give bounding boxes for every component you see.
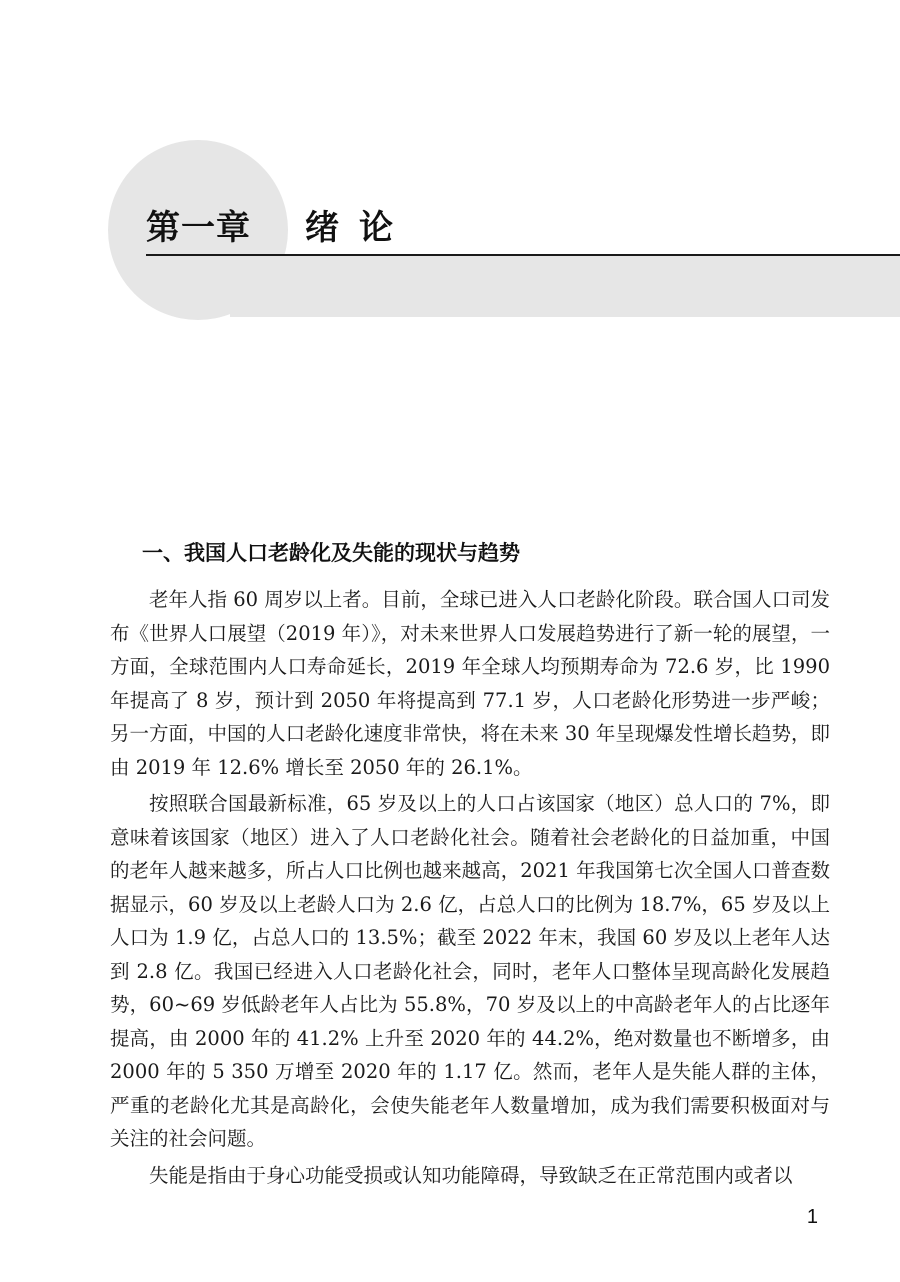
section-heading: 一、我国人口老龄化及失能的现状与趋势 [142, 541, 520, 565]
paragraph-2: 按照联合国最新标准，65 岁及以上的人口占该国家（地区）总人口的 7%，即意味着该国家（地区）进入了人口老龄化社会。随着社会老龄化的日益加重，中国的老年人越来越多，所占人口比例也越来越高，2021 年我国第七次全国人口普查数据显示，60 岁及以上老龄人口为 2.6 亿，占总人口的比例为 18.7%，65 岁及以上人口为 1.9 亿，占总人口的 13.5%；截至 2022 年末，我国 60 岁及以上老年人达到 2.8 亿。我国已经进入人口老龄化社会，同时，老年人口整体呈现高龄化发展趋势，60~69 岁低龄老年人占比为 55.8%，70 岁及以上的中高龄老年人的占比逐年提高，由 2000 年的 41.2% 上升至 2020 年的 44.2%，绝对数量也不断增多，由 2000 年的 5 350 万增至 2020 年的 1.17 亿。然而，老年人是失能人群的主体，严重的老龄化尤其是高龄化，会使失能老年人数量增加，成为我们需要积极面对与关注的社会问题。 [110, 792, 830, 1150]
page-number: 1 [806, 1206, 818, 1228]
chapter-number: 第一章 [146, 208, 251, 248]
chapter-header [0, 0, 900, 330]
header-rule [146, 254, 900, 256]
paragraph-1: 老年人指 60 周岁以上者。目前，全球已进入人口老龄化阶段。联合国人口司发布《世界人口展望（2019 年）》，对未来世界人口发展趋势进行了新一轮的展望，一方面，全球范围内人口寿命延长，2019 年全球人均预期寿命为 72.6 岁，比 1990 年提高了 8 岁，预计到 2050 年将提高到 77.1 岁，人口老龄化形势进一步严峻；另一方面，中国的人口老龄化速度非常快，将在未来 30 年呈现爆发性增长趋势，即由 2019 年 12.6% 增长至 2050 年的 26.1%。 [110, 588, 830, 779]
chapter-title: 绪论 [305, 208, 413, 248]
page-content [110, 538, 830, 1195]
header-decorative-band [230, 255, 900, 317]
paragraph-3: 失能是指由于身心功能受损或认知功能障碍，导致缺乏在正常范围内或者以 [149, 1163, 793, 1187]
